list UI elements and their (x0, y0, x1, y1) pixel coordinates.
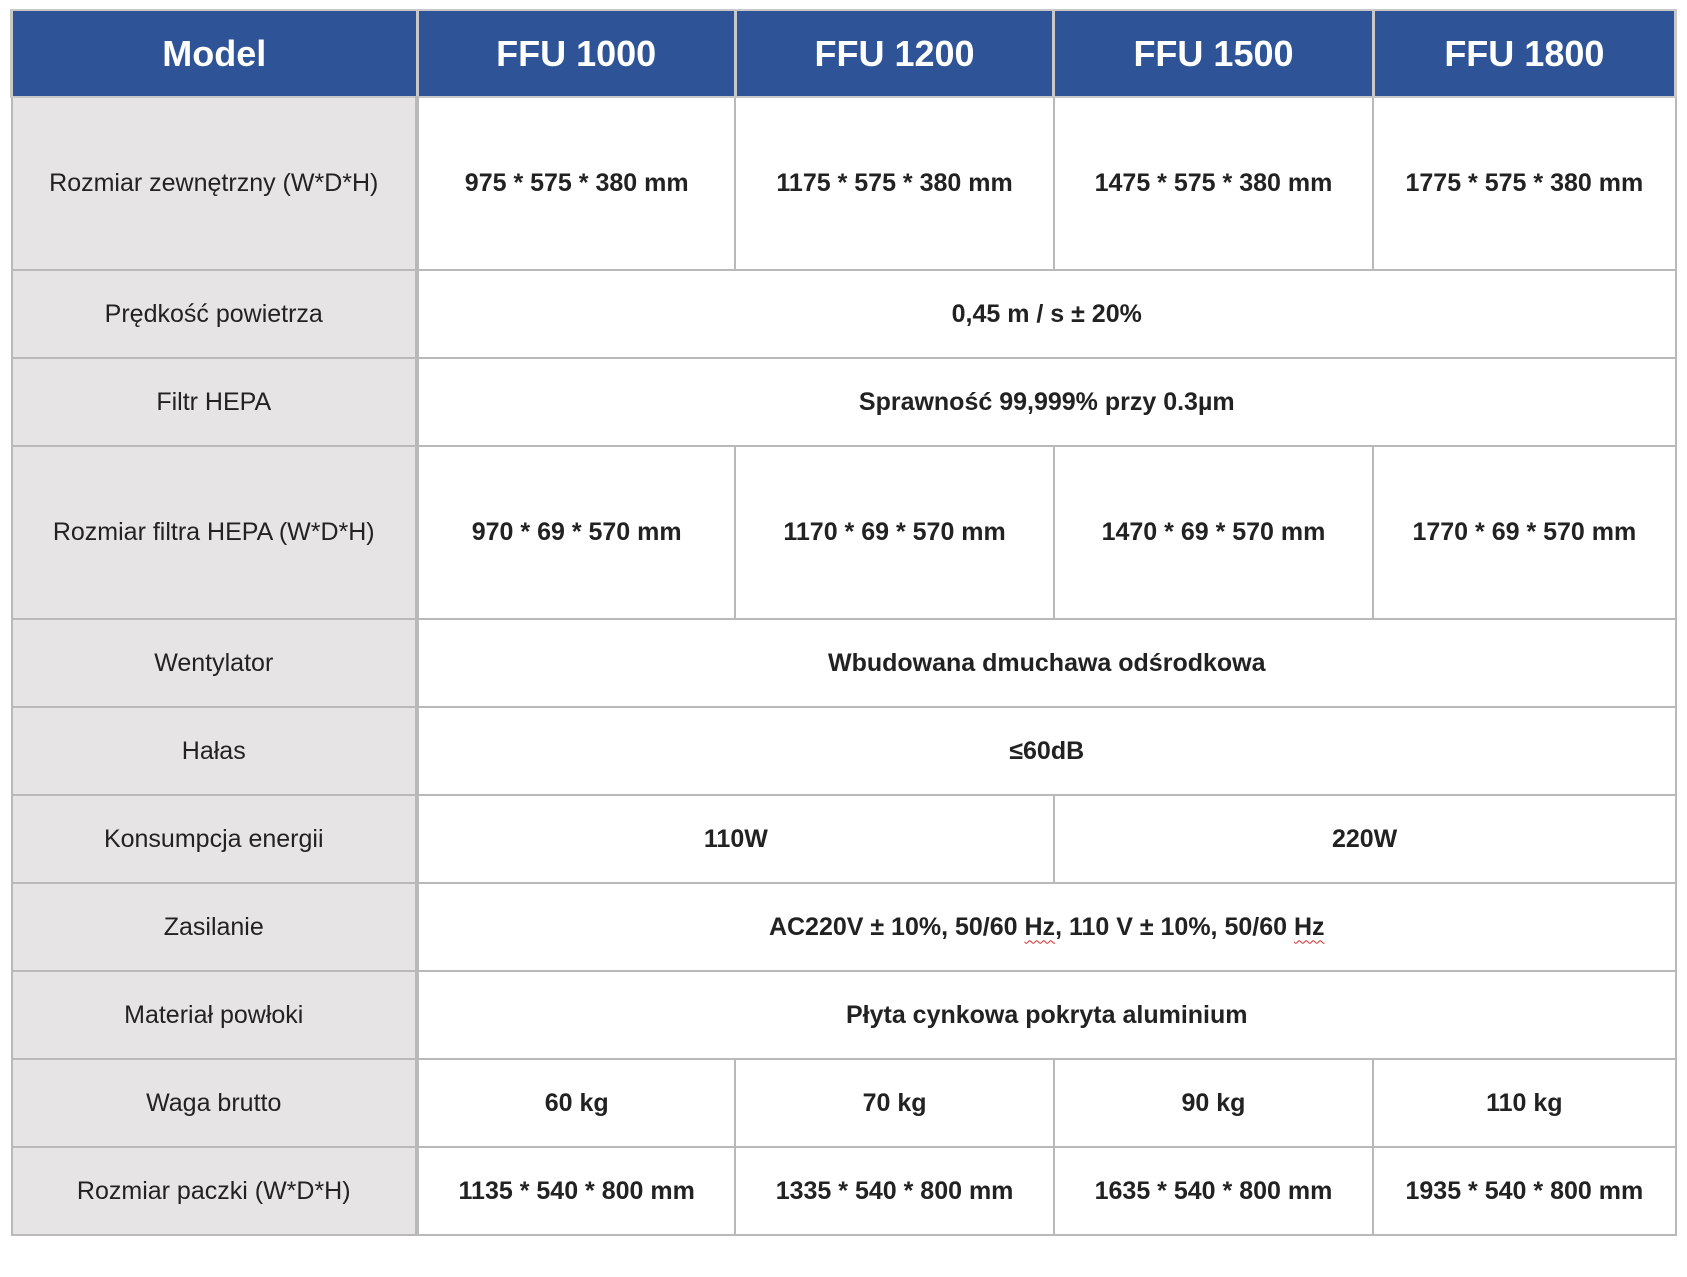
cell-value: 110 kg (1373, 1059, 1675, 1147)
row-label: Rozmiar zewnętrzny (W*D*H) (12, 97, 418, 270)
row-power-consumption (12, 795, 1676, 883)
cell-value: Wbudowana dmuchawa odśrodkowa (417, 619, 1676, 707)
cell-value: 1935 * 540 * 800 mm (1373, 1147, 1675, 1235)
row-label: Materiał powłoki (12, 971, 418, 1059)
header-ffu-1500: FFU 1500 (1054, 10, 1373, 97)
cell-value: 1470 * 69 * 570 mm (1054, 446, 1373, 619)
cell-value: 220W (1054, 795, 1676, 883)
row-label: Rozmiar filtra HEPA (W*D*H) (12, 446, 418, 619)
cell-value: 1335 * 540 * 800 mm (735, 1147, 1053, 1235)
cell-value: 1170 * 69 * 570 mm (735, 446, 1053, 619)
row-air-speed (12, 270, 1676, 358)
spec-table (10, 9, 1677, 1236)
cell-value: Płyta cynkowa pokryta aluminium (417, 971, 1676, 1059)
cell-value: 0,45 m / s ± 20% (417, 270, 1676, 358)
cell-value: 70 kg (735, 1059, 1053, 1147)
cell-value: 60 kg (417, 1059, 735, 1147)
row-label: Hałas (12, 707, 418, 795)
row-power-supply (12, 883, 1676, 971)
row-label: Rozmiar paczki (W*D*H) (12, 1147, 418, 1235)
power-supply-text-2: , 110 V ± 10%, 50/60 (1055, 912, 1294, 941)
cell-value: 1135 * 540 * 800 mm (417, 1147, 735, 1235)
row-label: Filtr HEPA (12, 358, 418, 446)
cell-value: 1635 * 540 * 800 mm (1054, 1147, 1373, 1235)
cell-value: 1775 * 575 * 380 mm (1373, 97, 1675, 270)
row-label: Prędkość powietrza (12, 270, 418, 358)
cell-value: 1770 * 69 * 570 mm (1373, 446, 1675, 619)
cell-value: ≤60dB (417, 707, 1676, 795)
row-external-size (12, 97, 1676, 270)
header-ffu-1200: FFU 1200 (735, 10, 1053, 97)
cell-value: 110W (417, 795, 1054, 883)
cell-value: 90 kg (1054, 1059, 1373, 1147)
row-hepa-filter (12, 358, 1676, 446)
cell-value (417, 883, 1676, 971)
row-package-size (12, 1147, 1676, 1235)
header-model: Model (12, 10, 418, 97)
cell-value: 1175 * 575 * 380 mm (735, 97, 1053, 270)
row-label: Wentylator (12, 619, 418, 707)
row-fan (12, 619, 1676, 707)
cell-value: Sprawność 99,999% przy 0.3µm (417, 358, 1676, 446)
row-label: Waga brutto (12, 1059, 418, 1147)
row-hepa-filter-size (12, 446, 1676, 619)
row-casing-material (12, 971, 1676, 1059)
row-gross-weight (12, 1059, 1676, 1147)
spellcheck-underlined-word: Hz (1293, 912, 1325, 941)
header-row (12, 10, 1676, 97)
row-label: Konsumpcja energii (12, 795, 418, 883)
cell-value: 1475 * 575 * 380 mm (1054, 97, 1373, 270)
row-noise (12, 707, 1676, 795)
cell-value: 975 * 575 * 380 mm (417, 97, 735, 270)
header-ffu-1000: FFU 1000 (417, 10, 735, 97)
header-ffu-1800: FFU 1800 (1373, 10, 1675, 97)
spellcheck-underlined-word: Hz (1024, 912, 1056, 941)
row-label: Zasilanie (12, 883, 418, 971)
power-supply-text-1: AC220V ± 10%, 50/60 (768, 912, 1025, 941)
cell-value: 970 * 69 * 570 mm (417, 446, 735, 619)
